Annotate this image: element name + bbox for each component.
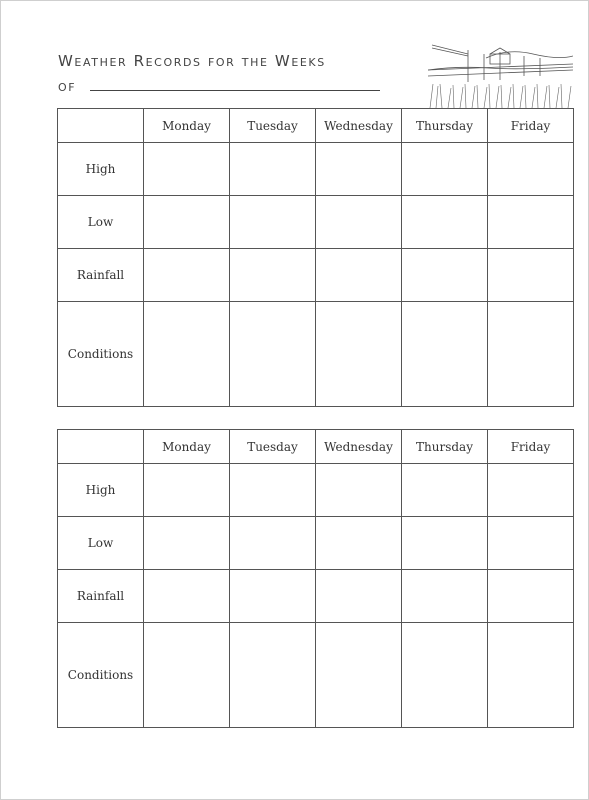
entry-cell[interactable] (144, 464, 230, 517)
row-label-rainfall: Rainfall (58, 249, 144, 302)
worksheet-title: Weather Records for the Weeks (58, 52, 326, 70)
day-header-thursday: Thursday (402, 430, 488, 464)
weeks-of-line (58, 76, 380, 95)
entry-cell[interactable] (230, 196, 316, 249)
entry-cell[interactable] (316, 517, 402, 570)
table-row (58, 143, 574, 196)
row-label-low: Low (58, 196, 144, 249)
day-header-friday: Friday (488, 430, 574, 464)
row-label-conditions: Conditions (58, 623, 144, 728)
row-label-high: High (58, 464, 144, 517)
entry-cell[interactable] (402, 623, 488, 728)
entry-cell[interactable] (488, 302, 574, 407)
weeks-of-blank[interactable] (90, 80, 380, 91)
entry-cell[interactable] (488, 196, 574, 249)
table-row (58, 302, 574, 407)
day-header-wednesday: Wednesday (316, 109, 402, 143)
entry-cell[interactable] (488, 570, 574, 623)
entry-cell[interactable] (144, 143, 230, 196)
entry-cell[interactable] (144, 570, 230, 623)
entry-cell[interactable] (144, 249, 230, 302)
entry-cell[interactable] (230, 249, 316, 302)
entry-cell[interactable] (230, 517, 316, 570)
entry-cell[interactable] (316, 570, 402, 623)
entry-cell[interactable] (144, 517, 230, 570)
day-header-tuesday: Tuesday (230, 109, 316, 143)
table-row (58, 517, 574, 570)
entry-cell[interactable] (402, 570, 488, 623)
entry-cell[interactable] (402, 517, 488, 570)
table-row (58, 249, 574, 302)
entry-cell[interactable] (230, 302, 316, 407)
entry-cell[interactable] (230, 143, 316, 196)
entry-cell[interactable] (488, 464, 574, 517)
table-row (58, 464, 574, 517)
row-label-low: Low (58, 517, 144, 570)
entry-cell[interactable] (144, 196, 230, 249)
weeks-of-label: of (58, 76, 77, 95)
entry-cell[interactable] (230, 570, 316, 623)
corner-cell (58, 109, 144, 143)
corner-cell (58, 430, 144, 464)
table-row (58, 196, 574, 249)
entry-cell[interactable] (488, 143, 574, 196)
entry-cell[interactable] (402, 464, 488, 517)
entry-cell[interactable] (488, 249, 574, 302)
day-header-monday: Monday (144, 430, 230, 464)
entry-cell[interactable] (316, 623, 402, 728)
entry-cell[interactable] (144, 623, 230, 728)
entry-cell[interactable] (316, 143, 402, 196)
weather-table-week-1 (57, 108, 574, 407)
farm-landscape-illustration (428, 40, 573, 108)
row-label-high: High (58, 143, 144, 196)
day-header-monday: Monday (144, 109, 230, 143)
table-header-row (58, 430, 574, 464)
entry-cell[interactable] (144, 302, 230, 407)
entry-cell[interactable] (316, 464, 402, 517)
entry-cell[interactable] (316, 249, 402, 302)
entry-cell[interactable] (316, 302, 402, 407)
entry-cell[interactable] (230, 623, 316, 728)
day-header-tuesday: Tuesday (230, 430, 316, 464)
day-header-thursday: Thursday (402, 109, 488, 143)
table-row (58, 623, 574, 728)
entry-cell[interactable] (402, 143, 488, 196)
row-label-conditions: Conditions (58, 302, 144, 407)
weather-table-week-2 (57, 429, 574, 728)
day-header-friday: Friday (488, 109, 574, 143)
table-row (58, 570, 574, 623)
day-header-wednesday: Wednesday (316, 430, 402, 464)
entry-cell[interactable] (230, 464, 316, 517)
entry-cell[interactable] (488, 517, 574, 570)
entry-cell[interactable] (316, 196, 402, 249)
entry-cell[interactable] (402, 196, 488, 249)
entry-cell[interactable] (488, 623, 574, 728)
entry-cell[interactable] (402, 302, 488, 407)
row-label-rainfall: Rainfall (58, 570, 144, 623)
entry-cell[interactable] (402, 249, 488, 302)
table-header-row (58, 109, 574, 143)
